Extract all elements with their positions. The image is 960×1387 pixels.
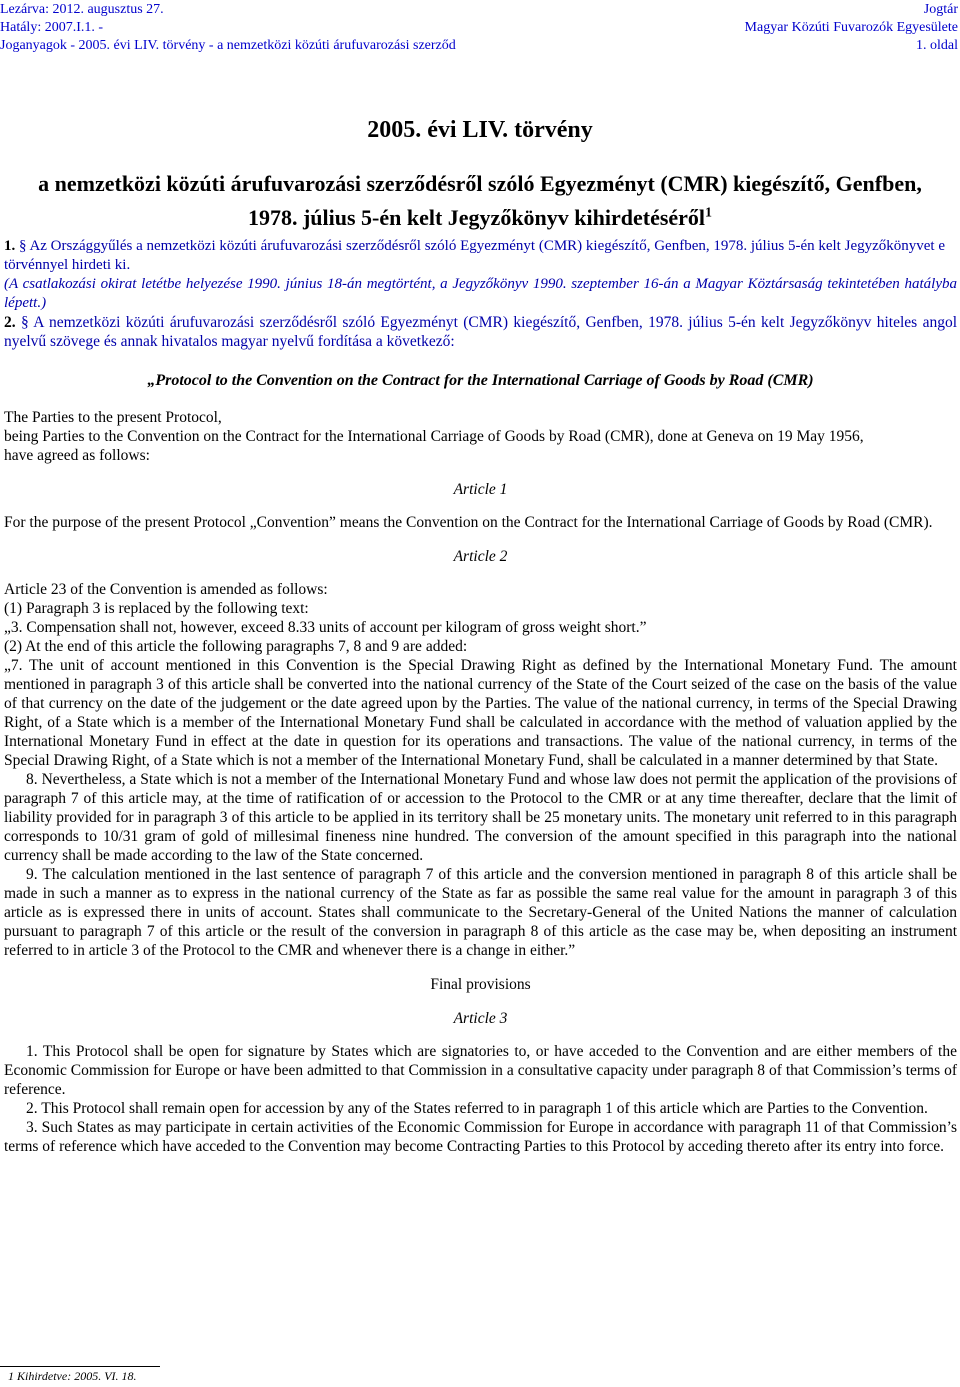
section-1 xyxy=(4,237,957,275)
page-header xyxy=(0,0,960,56)
preamble-line: The Parties to the present Protocol, xyxy=(4,409,222,426)
document-path: Joganyagok - 2005. évi LIV. törvény - a nemzetközi közúti árufuvarozási szerződ xyxy=(0,38,456,53)
document-body xyxy=(4,237,957,1156)
footnote-divider xyxy=(0,1366,160,1367)
article-3-paragraph-1: 1. This Protocol shall be open for signature by States which are signatories to, or have acceded to the Convention and are either members of the Economic Commission for Europe or have been admitted to that Commission in a consultative capacity under paragraph 8 of that Commission’s terms of reference. xyxy=(4,1043,957,1098)
subtitle-line-2 xyxy=(0,201,960,235)
section-sign: § xyxy=(19,238,27,254)
closed-date: Lezárva: 2012. augusztus 27. xyxy=(0,2,164,17)
header-right xyxy=(745,1,958,55)
subtitle-line-2-text: 1978. július 5-én kelt Jegyzőkönyv kihirdetéséről xyxy=(247,205,706,230)
section-2 xyxy=(4,313,957,351)
subtitle-line-1: a nemzetközi közúti árufuvarozási szerződésről szóló Egyezményt (CMR) kiegészítő, Genfben, xyxy=(38,171,922,196)
section-note: (A csatlakozási okirat letétbe helyezése 1990. június 18-án megtörtént, a Jegyzőkönyv 1990. szeptember 16-án a Magyar Köztársaság tekintetében hatályba lépett.) xyxy=(4,276,957,311)
header-left xyxy=(0,1,456,55)
section-2-text: A nemzetközi közúti árufuvarozási szerződésről szóló Egyezményt (CMR) kiegészítő, Genfben, 1978. július 5-én kelt Jegyzőkönyv hiteles angol nyelvű szövege és annak hivatalos magyar nyelvű fordítása a következő: xyxy=(4,314,958,350)
article-2-line: (1) Paragraph 3 is replaced by the following text: xyxy=(4,600,309,617)
article-1-heading: Article 1 xyxy=(453,481,508,498)
article-1-text: For the purpose of the present Protocol „Convention” means the Convention on the Contract for the International Carriage of Goods by Road (CMR). xyxy=(4,514,933,531)
final-provisions-heading: Final provisions xyxy=(430,976,531,993)
section-sign: § xyxy=(20,314,29,331)
article-3-paragraph-3: 3. Such States as may participate in certain activities of the Economic Commission for Europe in accordance with paragraph 11 of that Commission’s terms of reference which have acceded to the Convention may become Contracting Parties to this Protocol by acceding thereto after its entry into force. xyxy=(4,1119,957,1155)
act-subtitle xyxy=(0,167,960,235)
article-2-heading: Article 2 xyxy=(453,548,508,565)
section-1-text: Az Országgyűlés a nemzetközi közúti árufuvarozási szerződésről szóló Egyezményt (CMR) kiegészítő, Genfben, 1978. július 5-én kelt Jegyzőkönyvet e törvénnyel hirdeti ki. xyxy=(4,238,945,273)
preamble-line: have agreed as follows: xyxy=(4,447,150,464)
paragraph-9: 9. The calculation mentioned in the last sentence of paragraph 7 of this article and the conversion mentioned in paragraph 8 of this article shall be made in such a manner as to express in the national currency of the State as far as possible the same real value for the amount in paragraph 3 of this article as is expressed there in units of account. States shall communicate to the Secretary-General of the United Nations the manner of calculation pursuant to paragraph 7 of this article or the result of the conversion in paragraph 8 of this article as the case may be, when depositing an instrument referred to in article 3 of the Protocol to the CMR and whenever there is a change in either.” xyxy=(4,866,957,959)
footnote: 1 Kihirdetve: 2005. VI. 18. xyxy=(8,1369,137,1383)
preamble-line: being Parties to the Convention on the Contract for the International Carriage of Goods by Road (CMR), done at Geneva on 19 May 1956, xyxy=(4,428,864,445)
article-2-line: (2) At the end of this article the following paragraphs 7, 8 and 9 are added: xyxy=(4,638,468,655)
effective-date: Hatály: 2007.I.1. - xyxy=(0,20,104,35)
paragraph-8: 8. Nevertheless, a State which is not a member of the International Monetary Fund and whose law does not permit the application of the provisions of paragraph 7 of this article may, at the time of ratification of or accession to the Protocol to the CMR or at any time thereafter, declare that the limit of liability provided for in paragraph 3 of this article to be applied in its territory shall be 25 monetary units. The monetary unit referred to in this paragraph corresponds to 10/31 gram of gold of millesimal fineness nine hundred. The conversion of the amount specified in this paragraph into the national currency shall be made according to the law of the State concerned. xyxy=(4,771,957,864)
paragraph-7: „7. The unit of account mentioned in this Convention is the Special Drawing Right as defined by the International Monetary Fund. The amount mentioned in paragraph 3 of this article shall be converted into the national currency of the State of the Court seized of the case on the basis of the value of that currency on the date of the judgement or the date agreed upon by the Parties. The value of the national currency, in terms of the Special Drawing Right, of a State which is a member of the International Monetary Fund shall be calculated in accordance with the method of valuation applied by the International Monetary Fund in effect at the date in question for its operations and transactions. The value of the national currency, in terms of the Special Drawing Right, of a State which is not a member of the International Monetary Fund, shall be calculated in a manner determined by that State. xyxy=(4,657,957,769)
page-number: 1. oldal xyxy=(916,38,958,53)
article-2-line: Article 23 of the Convention is amended as follows: xyxy=(4,581,328,598)
act-title: 2005. évi LIV. törvény xyxy=(367,117,593,143)
footnote-reference[interactable]: 1 xyxy=(705,205,713,221)
article-2-line: „3. Compensation shall not, however, exceed 8.33 units of account per kilogram of gross weight short.” xyxy=(4,619,647,636)
section-2-number: 2. xyxy=(4,314,16,331)
protocol-title: „Protocol to the Convention on the Contract for the International Carriage of Goods by Road (CMR) xyxy=(147,372,814,389)
database-name: Jogtár xyxy=(923,2,958,17)
section-1-number: 1. xyxy=(4,238,16,254)
licensee-name: Magyar Közúti Fuvarozók Egyesülete xyxy=(744,20,958,35)
article-3-heading: Article 3 xyxy=(453,1010,508,1027)
article-3-paragraph-2: 2. This Protocol shall remain open for accession by any of the States referred to in paragraph 1 of this article which are Parties to the Convention. xyxy=(26,1100,928,1117)
